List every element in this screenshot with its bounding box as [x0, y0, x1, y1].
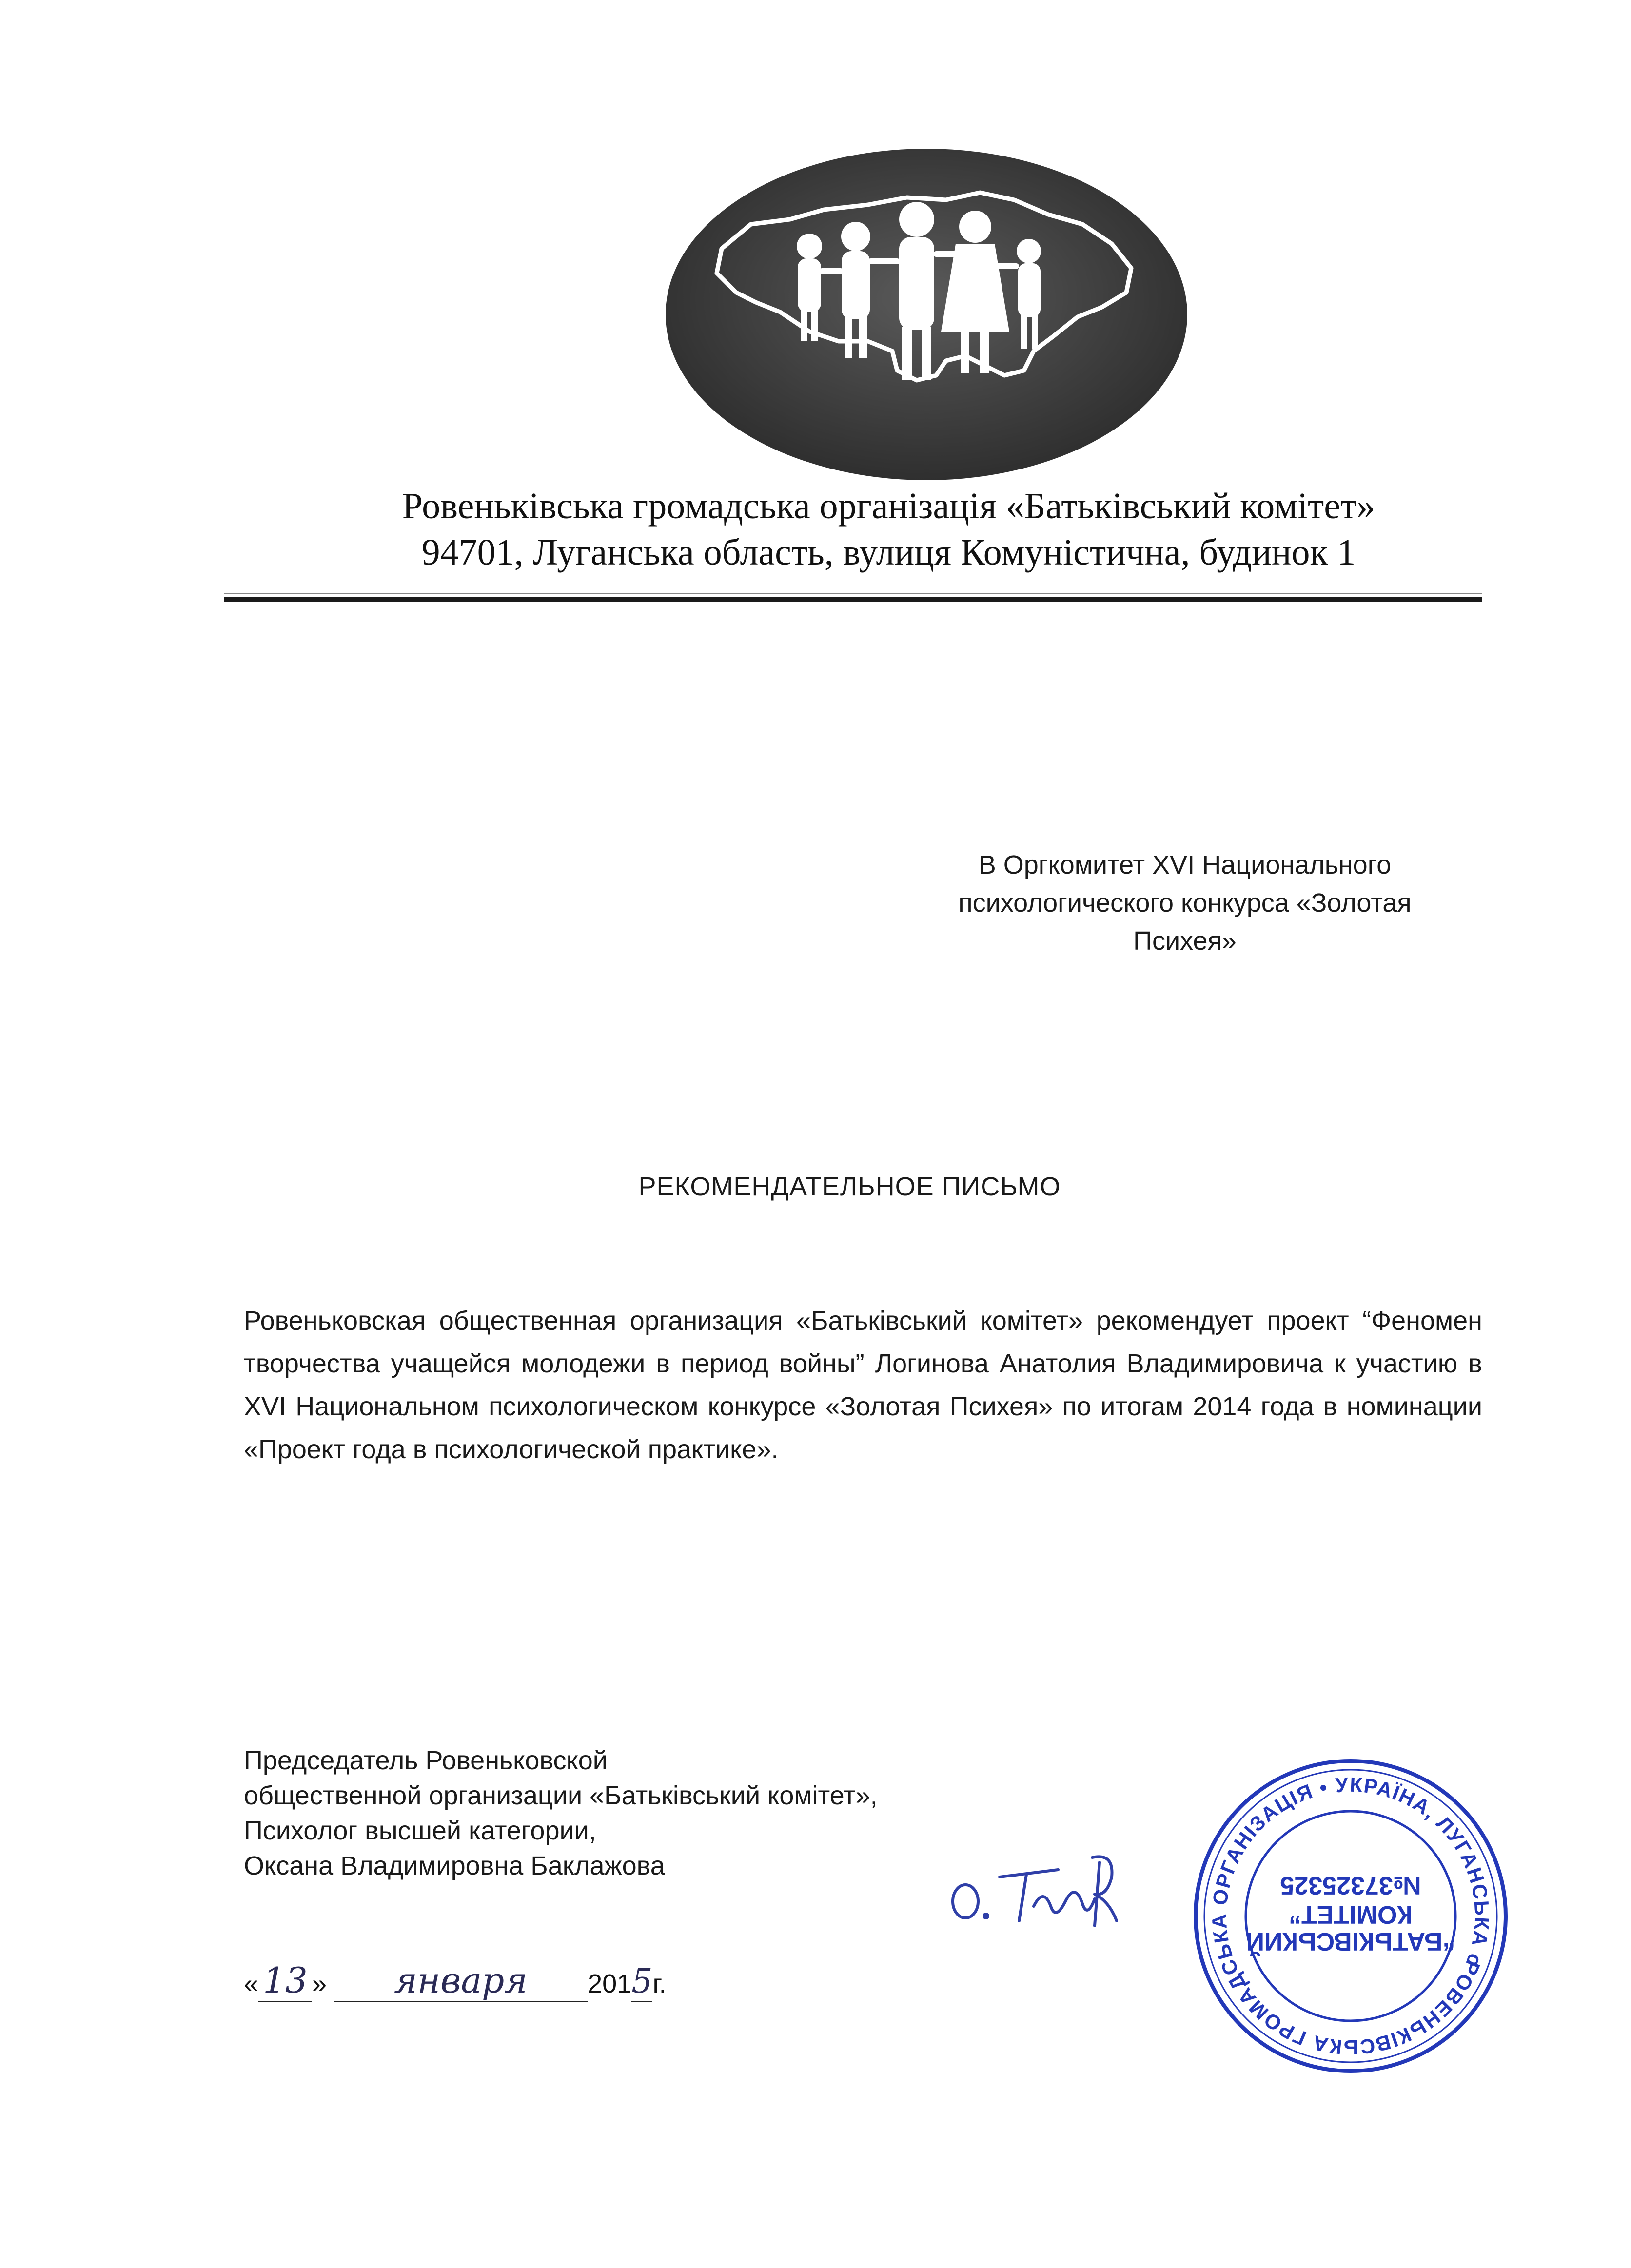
stamp-center-line1: “БАТЬКІВСЬКИЙ	[1246, 1927, 1455, 1955]
signatory-qualification: Психолог высшей категории,	[244, 1816, 596, 1845]
addressee-line: В Оргкомитет XVI Национального	[978, 850, 1392, 880]
date-line	[244, 1960, 667, 2002]
date-year-prefix: 201	[588, 1969, 632, 1998]
signatory-name: Оксана Владимировна Баклажова	[244, 1851, 665, 1880]
header-divider-thin	[224, 593, 1482, 594]
signatory-position: Председатель Ровеньковской	[244, 1746, 608, 1775]
organization-address: 94701, Луганська область, вулиця Комуністична, будинок 1	[421, 532, 1356, 573]
organization-name: Ровеньківська громадська організація «Батьківський комітет»	[402, 486, 1376, 527]
date-year-suffix: 5	[631, 1962, 652, 2002]
date-open-quote: «	[244, 1969, 259, 1998]
organization-logo	[663, 146, 1190, 483]
addressee-block	[887, 846, 1482, 960]
header-divider	[224, 597, 1482, 602]
document-title: РЕКОМЕНДАТЕЛЬНОЕ ПИСЬМО	[638, 1172, 1061, 1201]
signatory-organization: общественной организации «Батьківський комітет»,	[244, 1781, 878, 1810]
date-month: января	[334, 1960, 588, 2002]
handwritten-signature	[946, 1848, 1151, 1931]
date-end: г.	[652, 1969, 667, 1998]
stamp-center-line2: КОМІТЕТ”	[1288, 1900, 1413, 1929]
stamp-center-line3: №37325325	[1280, 1871, 1421, 1899]
addressee-line: Психея»	[1133, 926, 1237, 956]
organization-stamp	[1190, 1755, 1512, 2077]
date-day: 13	[258, 1960, 312, 2002]
letter-body: Ровеньковская общественная организация «Батьківський комітет» рекомендует проект “Феномен творчества учащейся молодежи в период войны” Логинова Анатолия Владимировича к участию в XVI Национальном психологическом конкурсе «Золотая Психея» по итогам 2014 года в номинации «Проект года в психологической практике».	[244, 1306, 1482, 1464]
addressee-line: психологического конкурса «Золотая	[958, 888, 1412, 918]
stamp-outer-text: РОВЕНЬКІВСЬКА ГРОМАДСЬКА ОРГАНІЗАЦІЯ • УКРАЇНА, ЛУГАНСЬКА обл.	[1207, 1773, 1494, 2059]
date-close-quote: »	[312, 1969, 327, 1998]
